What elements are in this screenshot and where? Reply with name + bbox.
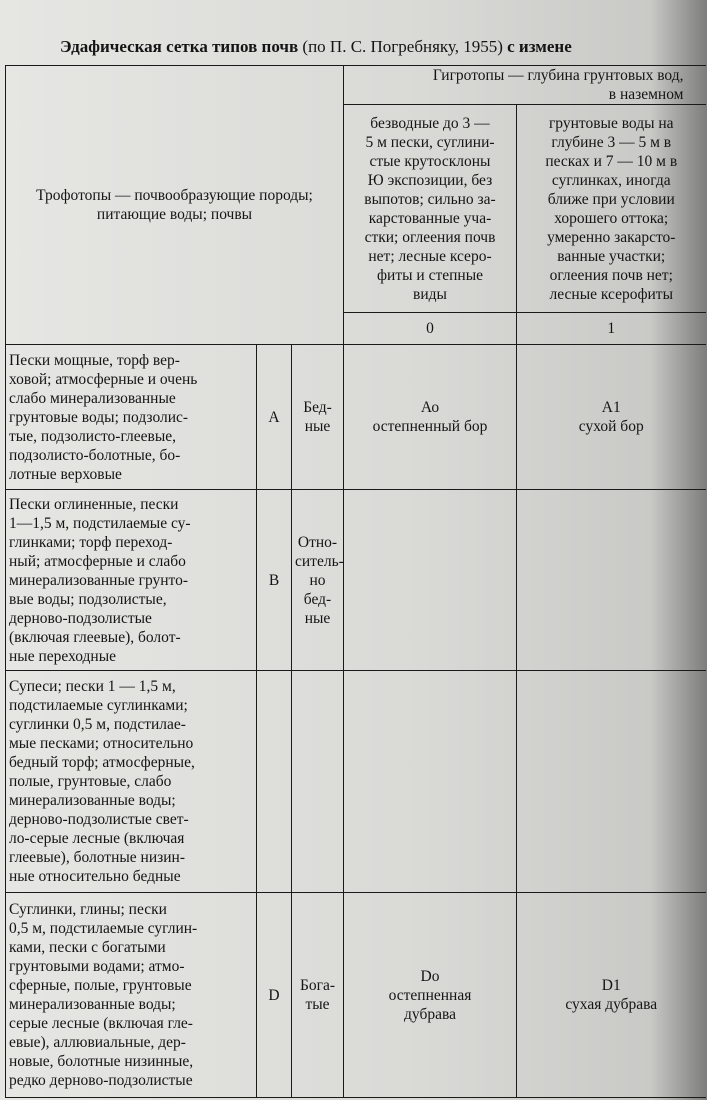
header-hygrotopes-text: Гигротопы — глубина грунтовых вод, в наземном xyxy=(432,67,684,103)
row-c-letter xyxy=(257,671,292,893)
table-row xyxy=(6,345,706,490)
title-source: (по П. С. Погребняку, 1955) xyxy=(302,37,503,56)
row-d-description xyxy=(6,893,257,1098)
row-b-col0 xyxy=(344,490,517,671)
row-c-description xyxy=(6,671,257,893)
row-c-col0 xyxy=(344,671,517,893)
table-row xyxy=(6,490,706,671)
row-b-richness: Отно- ситель- но бед- ные xyxy=(292,490,344,671)
row-a-description xyxy=(6,345,257,490)
header-trophotopes-text: Трофотопы — почвообразующие породы; питающие воды; почвы xyxy=(36,187,313,223)
row-c-richness xyxy=(292,671,344,893)
row-a-letter: А xyxy=(257,345,292,490)
row-b-description-text: Пески оглиненные, пески 1—1,5 м, подстилаемые су- глинками; торф переход- ный; атмосферные и слабо минерализованные грунто- вые воды; подзолистые, дерново-подзолистые (включая глеевые), болот- ные переходные xyxy=(9,495,191,665)
row-c-description-text: Супеси; пески 1 — 1,5 м, подстилаемые суглинками; суглинки 0,5 м, подстилае- мые песками; относительно бедный торф; атмосферные, полые, грунтовые, слабо минерализованные воды; дерново-подзолистые свет- ло-серые лесные (включая глеевые), болотные низин- ные относительно бедные xyxy=(9,678,195,885)
table-row xyxy=(6,671,706,893)
col1-desc-text: грунтовые воды на глубине 3 — 5 м в песках и 7 — 10 м в суглинках, иногда ближе при условии хорошего оттока; умеренно закарсто- ванные участки; оглеения почв нет; лесные ксерофиты xyxy=(545,114,678,303)
header-col1-index: 1 xyxy=(517,313,706,345)
row-a-description-text: Пески мощные, торф вер- ховой; атмосферные и очень слабо минерализованные грунтовые воды; подзолис- тые, подзолисто-глеевые, подзолисто-болотные, бо- лотные верховые xyxy=(9,351,198,483)
row-b-description xyxy=(6,490,257,671)
table-title xyxy=(60,36,707,58)
title-tail: с измене xyxy=(507,37,572,56)
header-col0-desc xyxy=(344,105,517,313)
row-d-col1: D1 сухая дубрава xyxy=(517,893,706,1098)
row-d-letter: D xyxy=(257,893,292,1098)
row-b-col1 xyxy=(517,490,706,671)
row-d-richness: Бога- тые xyxy=(292,893,344,1098)
col0-desc-text: безводные до 3 — 5 м пески, суглини- стые крутосклоны Ю экспозиции, без выпотов; сильно за- карстованные уча- стки; оглеения почв нет; лесные ксеро- фиты и степные виды xyxy=(364,114,496,303)
row-a-col1: А1 сухой бор xyxy=(517,345,706,490)
row-d-col0: Do остепненная дубрава xyxy=(344,893,517,1098)
row-d-description-text: Суглинки, глины; пески 0,5 м, подстилаемые суглин- ками, пески с богатыми грунтовыми водами; атмо- сферные, полые, грунтовые минерализованные воды; серые лесные (включая гле- евые), аллювиальные, дер- новые, болотные низинные, редко дерново-подзолистые xyxy=(9,901,198,1089)
header-hygrotopes xyxy=(344,66,706,105)
table-row xyxy=(6,893,706,1098)
header-col1-desc xyxy=(517,105,706,313)
row-c-col1 xyxy=(517,671,706,893)
row-b-letter: В xyxy=(257,490,292,671)
row-a-col0: Ао остепненный бор xyxy=(344,345,517,490)
title-bold: Эдафическая сетка типов почв xyxy=(60,37,299,56)
row-a-richness: Бед- ные xyxy=(292,345,344,490)
header-col0-index: 0 xyxy=(344,313,517,345)
header-trophotopes xyxy=(6,66,344,345)
edaphic-grid-table xyxy=(5,65,706,1098)
